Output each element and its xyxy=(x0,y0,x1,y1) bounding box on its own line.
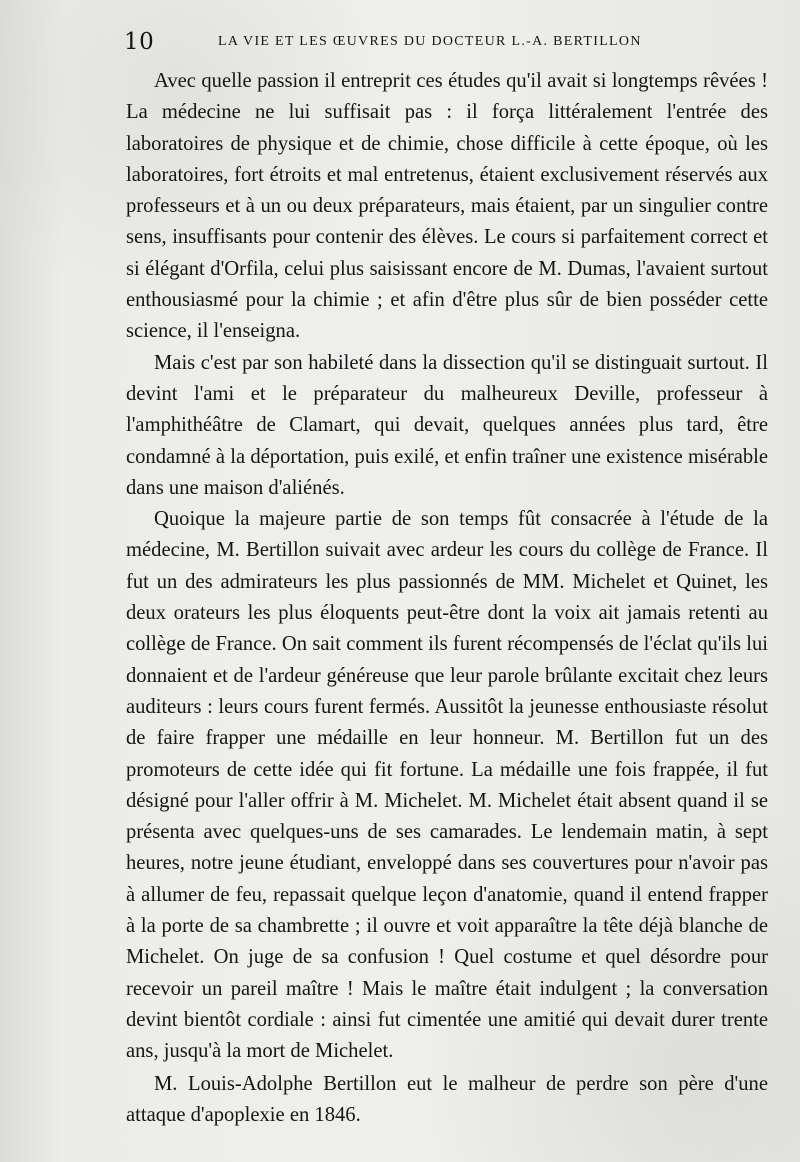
page-number: 10 xyxy=(124,29,155,55)
paragraph-studies: Avec quelle passion il entreprit ces études qu'il avait si longtemps rêvées ! La médecine ne lui suffisait pas : il força littéralement l'entrée des laboratoires de physique et de chimie, chose difficile à cette époque, où les laboratoires, fort étroits et mal entretenus, étaient exclusivement réservés aux professeurs et à un ou deux préparateurs, mais étaient, par un singulier contre sens, insuffisants pour contenir des élèves. Le cours si parfaitement correct et si élégant d'Orfila, celui plus saisissant encore de M. Dumas, l'avaient surtout enthousiasmé pour la chimie ; et afin d'être plus sûr de bien posséder cette science, il l'enseigna. xyxy=(126,70,768,343)
paragraph-dissection: Mais c'est par son habileté dans la dissection qu'il se distinguait surtout. Il devint l'ami et le préparateur du malheureux Deville, professeur à l'amphithéâtre de Clamart, qui devait, quelques années plus tard, être condamné à la déportation, puis exilé, et enfin traîner une existence misérable dans une maison d'aliénés. xyxy=(126,351,768,499)
paragraph-college-de-france: Quoique la majeure partie de son temps fût consacrée à l'étude de la médecine, M. Bertillon suivait avec ardeur les cours du collège de France. Il fut un des admirateurs les plus passionnés de MM. Michelet et Quinet, les deux orateurs les plus éloquents peut-être dont la voix ait jamais retenti au collège de France. On sait comment ils furent récompensés de l'éclat qu'ils lui donnaient et de l'ardeur généreuse que leur parole brûlante excitait chez leurs auditeurs : leurs cours furent fermés. Aussitôt la jeunesse enthousiaste résolut de faire frapper une médaille en leur honneur. M. Bertillon fut un des promoteurs de cette idée qui fit fortune. La médaille une fois frappée, il fut désigné pour l'aller offrir à M. Michelet. M. Michelet était absent quand il se présenta avec quelques-uns de ses camarades. Le lendemain matin, à sept heures, notre jeune étudiant, enveloppé dans ses couvertures pour n'avoir pas à allumer de feu, repassait quelque leçon d'anatomie, quand il entend frapper à la porte de sa chambrette ; il ouvre et voit apparaître la tête déjà blanche de Michelet. On juge de sa confusion ! Quel costume et quel désordre pour recevoir un pareil maître ! Mais le maître était indulgent ; la conversation devint bientôt cordiale : ainsi fut cimentée une amitié qui devait durer trente ans, jusqu'à la mort de Michelet. xyxy=(126,508,768,1063)
paragraph-father-death: M. Louis-Adolphe Bertillon eut le malheur de perdre son père d'une attaque d'apoplexie en 1846. xyxy=(126,1072,768,1126)
running-title: LA VIE ET LES ŒUVRES DU DOCTEUR L.-A. BERTILLON xyxy=(218,34,642,49)
page-text xyxy=(126,66,768,1131)
running-header xyxy=(126,30,768,54)
